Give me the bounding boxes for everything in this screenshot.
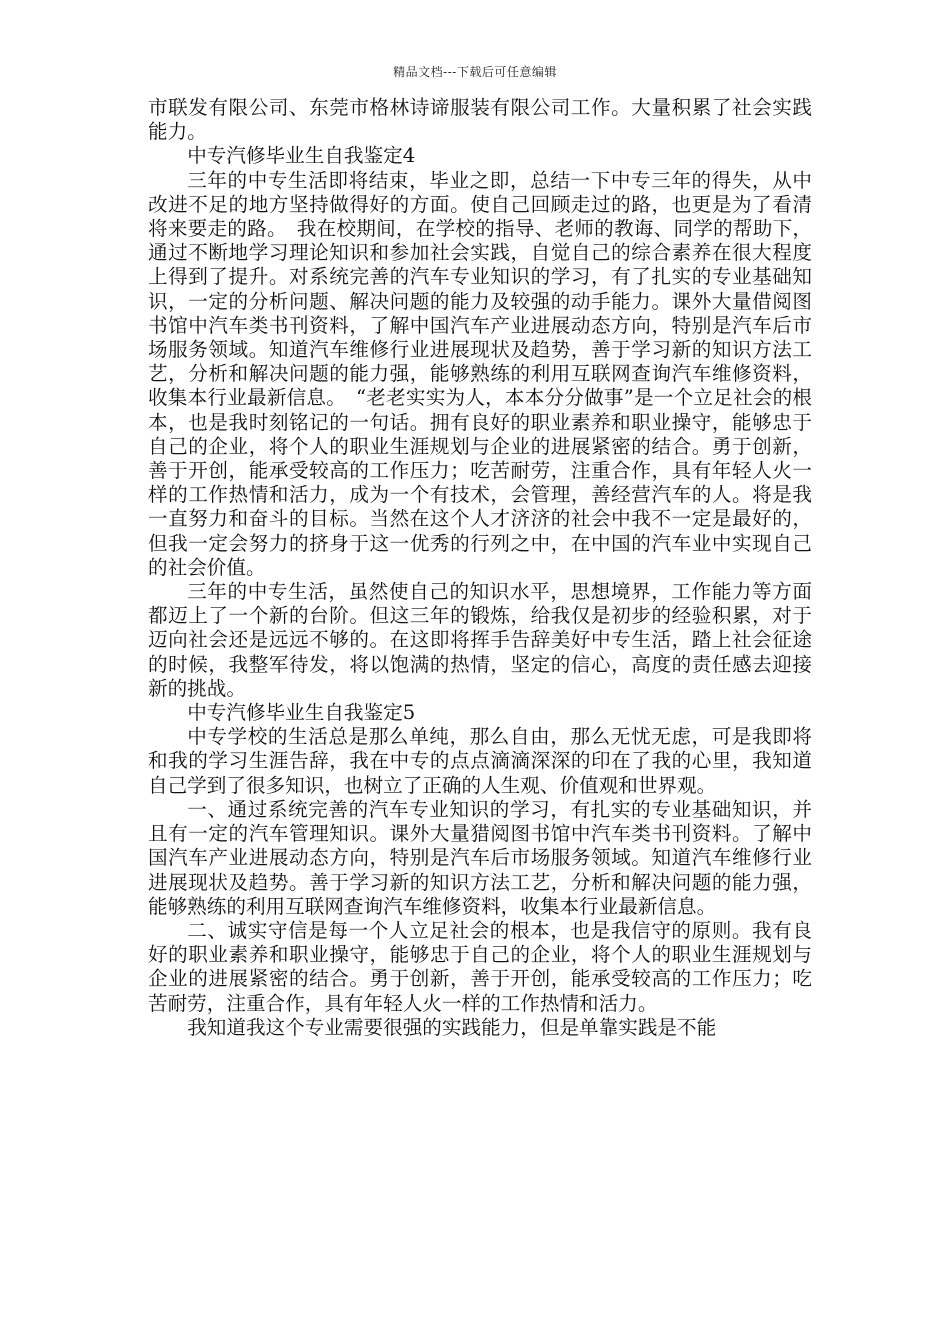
document-body [148,96,812,1040]
section-heading-4: 中专汽修毕业生自我鉴定4 [187,144,416,168]
page-header: 精品文档---下载后可任意编辑 [393,65,557,79]
section-heading-5: 中专汽修毕业生自我鉴定5 [187,701,416,725]
paragraph: 一、通过系统完善的汽车专业知识的学习，有扎实的专业基础知识，并且有一定的汽车管理知识。课外大量猎阅图书馆中汽车类书刊资料。了解中国汽车产业进展动态方向，特别是汽车后市场服务领域。知道汽车维修行业进展现状及趋势。善于学习新的知识方法工艺，分析和解决问题的能力强，能够熟练的利用互联网查询汽车维修资料，收集本行业最新信息。 [148,797,812,918]
paragraph: 三年的中专生活即将结束，毕业之即，总结一下中专三年的得失，从中改进不足的地方坚持做得好的方面。使自己回顾走过的路，也更是为了看清将来要走的路。 我在校期间，在学校的指导、老师的教诲、同学的帮助下，通过不断地学习理论知识和参加社会实践，自觉自己的综合素养在很大程度上得到了提升。对系统完善的汽车专业知识的学习，有了扎实的专业基础知识，一定的分析问题、解决问题的能力及较强的动手能力。课外大量借阅图书馆中汽车类书刊资料，了解中国汽车产业进展动态方向，特别是汽车后市场服务领域。知道汽车维修行业进展现状及趋势，善于学习新的知识方法工艺，分析和解决问题的能力强，能够熟练的利用互联网查询汽车维修资料，收集本行业最新信息。 “老老实实为人，本本分分做事”是一个立足社会的根本，也是我时刻铭记的一句话。拥有良好的职业素养和职业操守，能够忠于自己的企业，将个人的职业生涯规划与企业的进展紧密的结合。勇于创新，善于开创，能承受较高的工作压力；吃苦耐劳，注重合作，具有年轻人火一样的工作热情和活力，成为一个有技术，会管理，善经营汽车的人。将是我一直努力和奋斗的目标。当然在这个人才济济的社会中我不一定是最好的，但我一定会努力的挤身于这一优秀的行列之中，在中国的汽车业中实现自己的社会价值。 [148,168,812,579]
paragraph: 中专学校的生活总是那么单纯，那么自由，那么无忧无虑，可是我即将和我的学习生涯告辞，我在中专的点点滴滴深深的印在了我的心里，我知道自己学到了很多知识，也树立了正确的人生观、价值观和世界观。 [148,725,812,797]
paragraph-continuation: 市联发有限公司、东莞市格林诗谛服装有限公司工作。大量积累了社会实践能力。 [148,96,812,144]
paragraph: 三年的中专生活，虽然使自己的知识水平，思想境界，工作能力等方面都迈上了一个新的台阶。但这三年的锻炼，给我仅是初步的经验积累，对于迈向社会还是远远不够的。在这即将挥手告辞美好中专生活，踏上社会征途的时候，我整军待发，将以饱满的热情，坚定的信心，高度的责任感去迎接新的挑战。 [148,580,812,700]
paragraph: 二、诚实守信是每一个人立足社会的根本，也是我信守的原则。我有良好的职业素养和职业操守，能够忠于自己的企业，将个人的职业生涯规划与企业的进展紧密的结合。勇于创新，善于开创，能承受较高的工作压力；吃苦耐劳，注重合作，具有年轻人火一样的工作热情和活力。 [148,918,812,1015]
paragraph: 我知道我这个专业需要很强的实践能力，但是单靠实践是不能 [187,1015,717,1039]
